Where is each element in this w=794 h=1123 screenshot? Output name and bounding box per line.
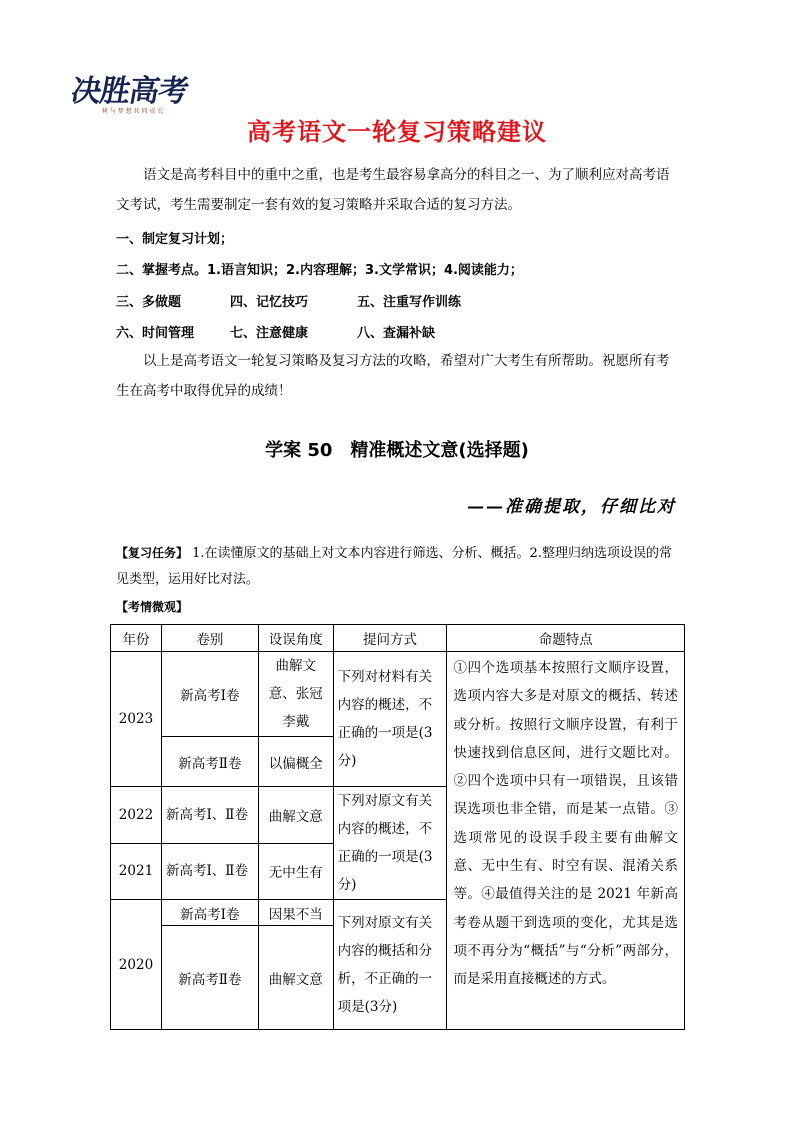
- strategy-line-4: [116, 322, 435, 341]
- review-task: [116, 540, 682, 593]
- paper-cell: 新高考Ⅰ卷: [161, 900, 258, 926]
- paper-cell: 新高考Ⅱ卷: [161, 926, 258, 1030]
- strategy-item: 七、注意健康: [230, 326, 309, 341]
- paper-cell: 新高考Ⅰ卷: [161, 652, 258, 737]
- case-subtitle: ——准确提取，仔细比对: [467, 497, 676, 517]
- table-header-row: [111, 625, 685, 652]
- table-header: 年份: [111, 625, 162, 652]
- strategy-item: 八、查漏补缺: [357, 326, 436, 341]
- intro-paragraph: 语文是高考科目中的重中之重，也是考生最容易拿高分的科目之一、为了顺利应对高考语文考试，考生需要制定一套有效的复习策略并采取合适的复习方法。: [116, 167, 670, 213]
- strategy-line-2: 二、掌握考点。1.语言知识；2.内容理解；3.文学常识；4.阅读能力；: [116, 263, 523, 278]
- closing-paragraph: 以上是高考语文一轮复习策略及复习方法的攻略，希望对广大考生有所帮助。祝愿所有考生在高考中取得优异的成绩！: [116, 353, 670, 399]
- table-header: 卷别: [161, 625, 258, 652]
- year-cell: 2020: [111, 900, 162, 1030]
- error-angle-cell: 曲解文意、张冠李戴: [258, 652, 333, 737]
- table-header: 设误角度: [258, 625, 333, 652]
- features-cell: ①四个选项基本按照行文顺序设置，选项内容大多是对原文的概括、转述或分析。按照行文顺序设置，有利于快速找到信息区间，进行文题比对。②四个选项中只有一项错误，且该错误选项也非全错，而是某一点错。③选项常见的设误手段主要有曲解文意、无中生有、时空有误、混淆关系等。④最值得关注的是 2021 年新高考卷从题干到选项的变化，尤其是选项不再分为“概括”与“分析”两部分，而是采用直接概述的方式。: [447, 652, 685, 1030]
- question-cell: 下列对材料有关内容的概述，不正确的一项是(3 分): [333, 652, 447, 787]
- year-cell: 2021: [111, 843, 162, 900]
- error-angle-cell: 曲解文意: [258, 787, 333, 844]
- paper-cell: 新高考Ⅱ卷: [161, 737, 258, 787]
- year-cell: 2023: [111, 652, 162, 787]
- error-angle-cell: 无中生有: [258, 843, 333, 900]
- table-row: [111, 652, 685, 737]
- strategy-line-1: 一、制定复习计划；: [116, 232, 234, 247]
- question-cell: 下列对原文有关内容的概括和分析，不正确的一项是(3分): [333, 900, 447, 1030]
- strategy-item: 四、记忆技巧: [230, 295, 309, 310]
- paper-cell: 新高考Ⅰ、Ⅱ卷: [161, 843, 258, 900]
- question-cell: 下列对原文有关内容的概述，不正确的一项是(3 分): [333, 787, 447, 900]
- error-angle-cell: 曲解文意: [258, 926, 333, 1030]
- review-task-text: 1.在读懂原文的基础上对文本内容进行筛选、分析、概括。2.整理归纳选项设误的常见类型，运用好比对法。: [116, 546, 672, 587]
- exam-table: [110, 624, 685, 1030]
- case-title: 学案 50 精准概述文意(选择题): [265, 440, 529, 461]
- logo-tagline: 树 与 梦 想 共 同 成 长: [102, 108, 164, 115]
- strategy-line-3: [116, 291, 461, 310]
- error-angle-cell: 因果不当: [258, 900, 333, 926]
- strategy-item: 六、时间管理: [116, 326, 195, 341]
- paper-cell: 新高考Ⅰ、Ⅱ卷: [161, 787, 258, 844]
- exam-overview-label: 【考情微观】: [116, 600, 189, 614]
- year-cell: 2022: [111, 787, 162, 844]
- strategy-item: 五、注重写作训练: [357, 295, 462, 310]
- table-header: 提问方式: [333, 625, 447, 652]
- strategy-item: 三、多做题: [116, 295, 182, 310]
- table-header: 命题特点: [447, 625, 685, 652]
- page-title: 高考语文一轮复习策略建议: [247, 118, 547, 146]
- logo-text: 决胜高考: [68, 74, 191, 109]
- error-angle-cell: 以偏概全: [258, 737, 333, 787]
- review-task-label: 【复习任务】: [116, 546, 189, 560]
